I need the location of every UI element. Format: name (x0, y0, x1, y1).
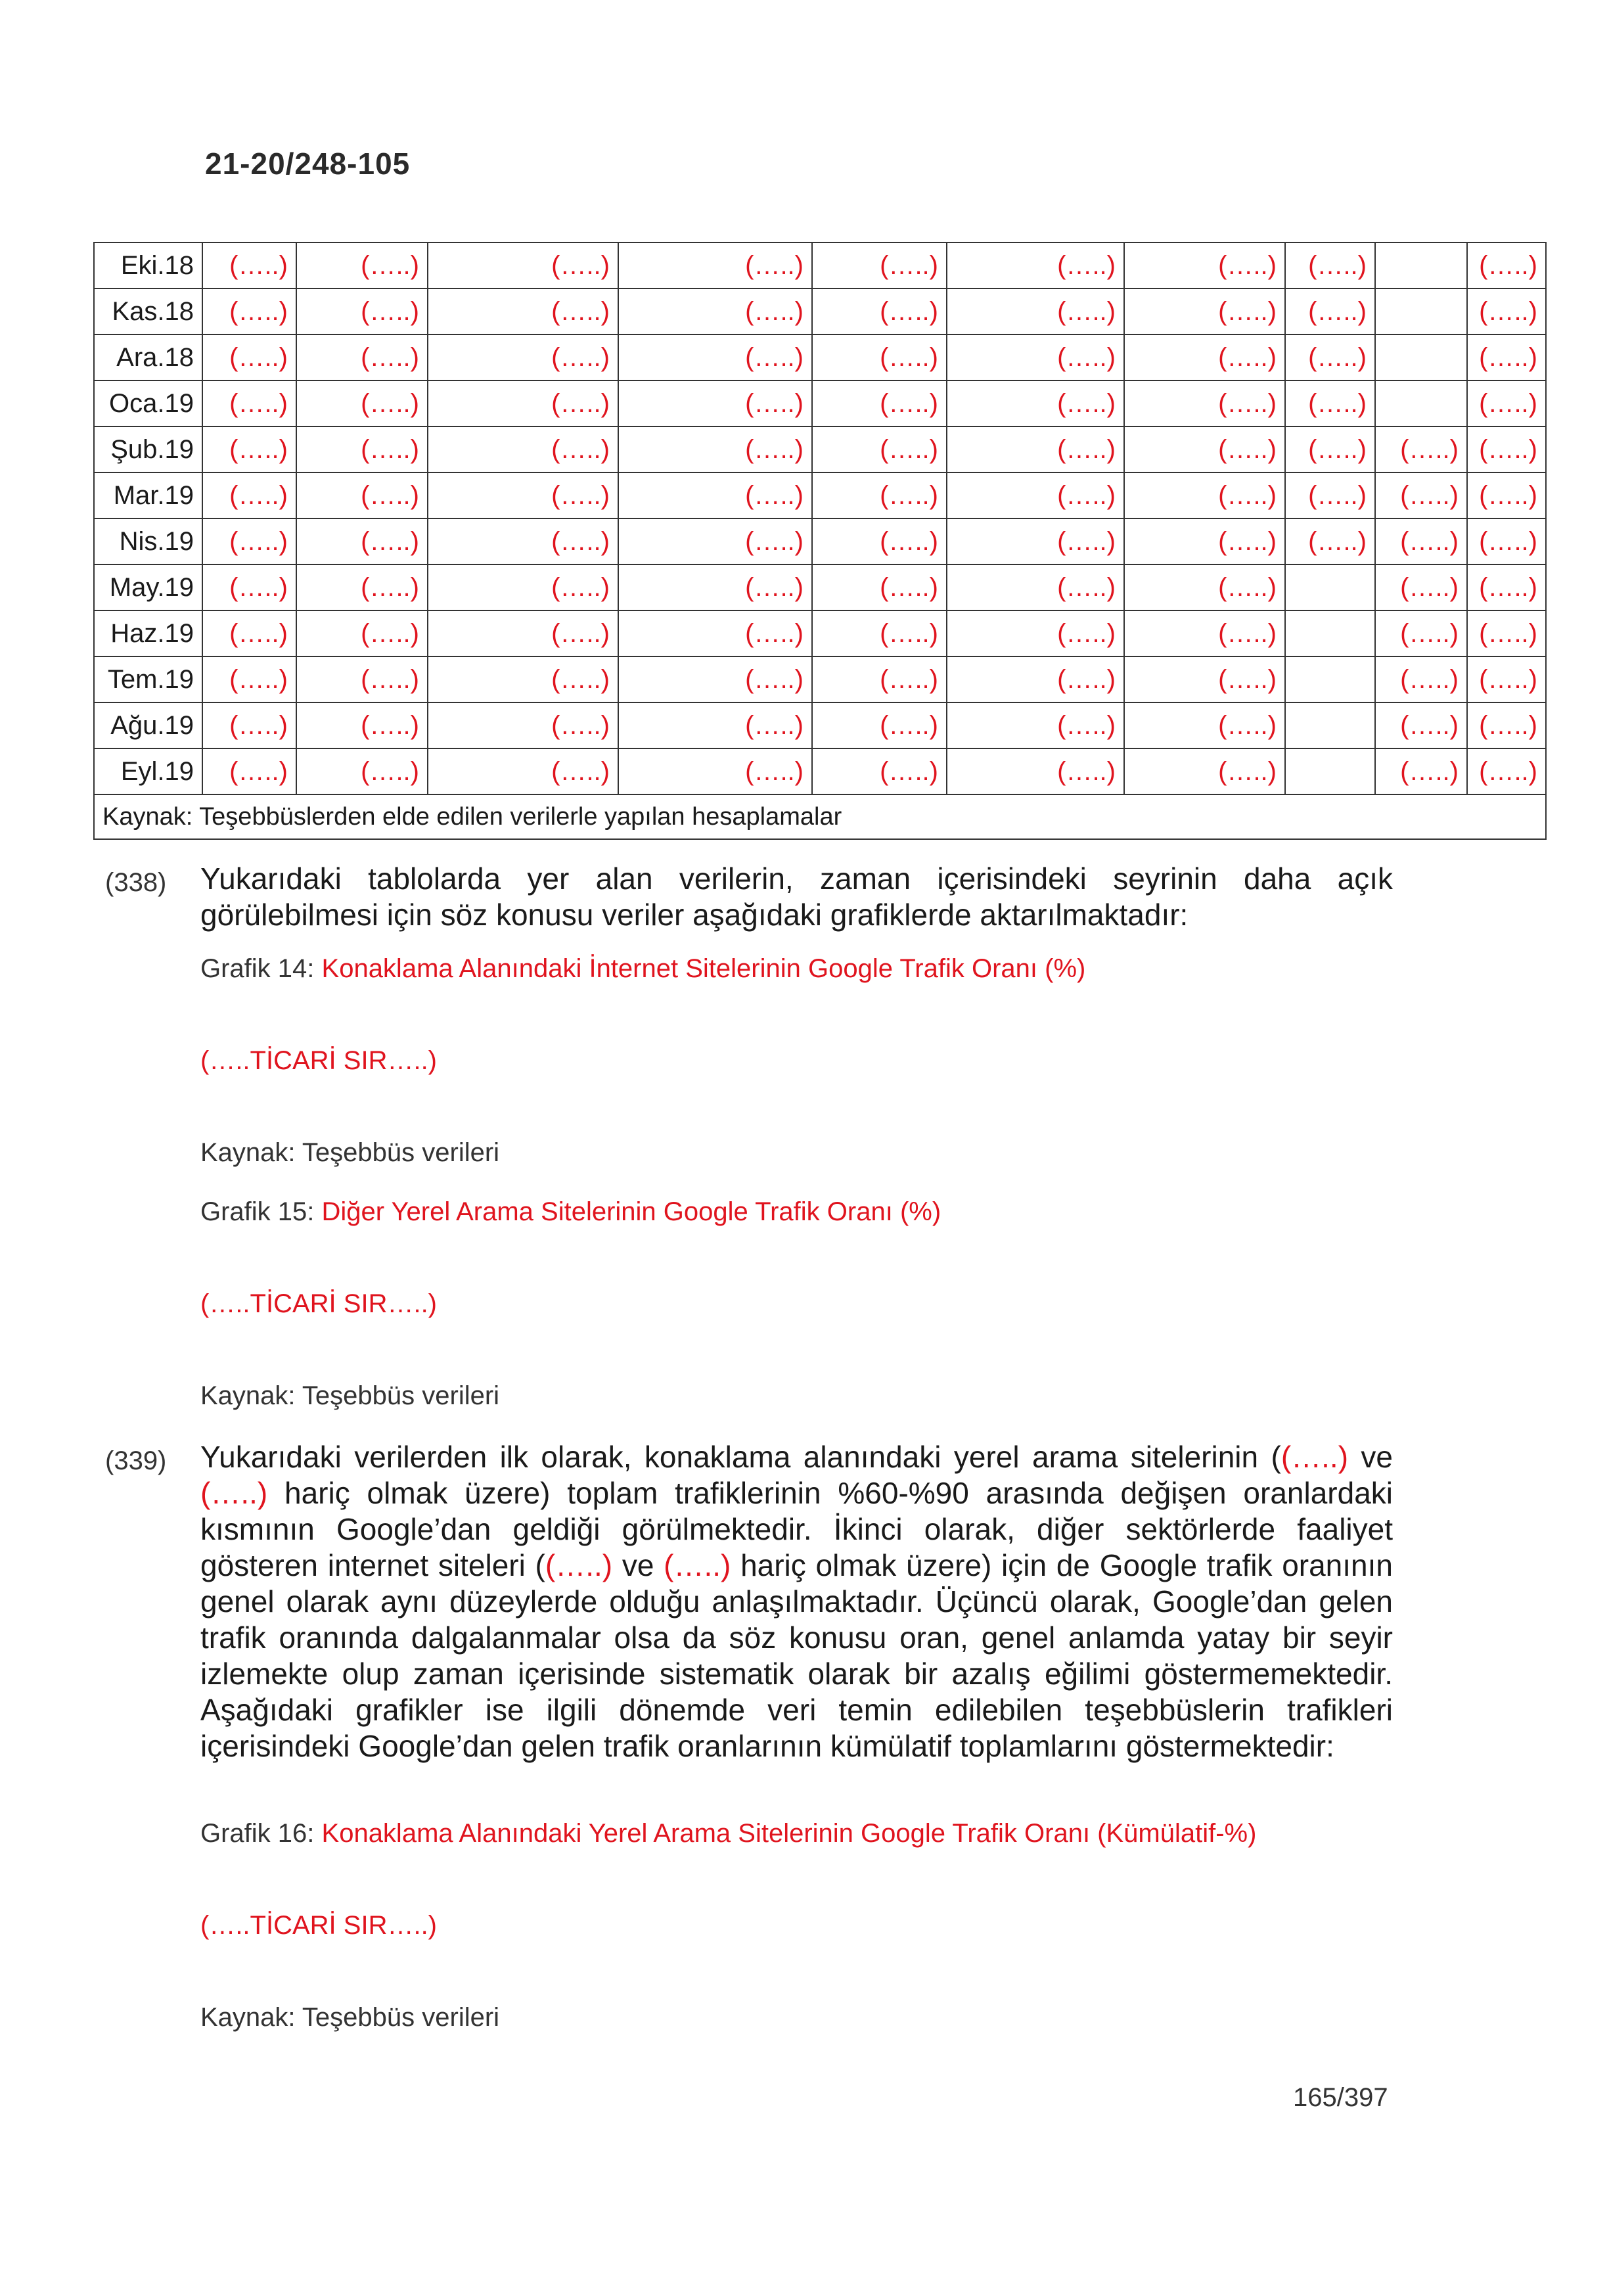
value-cell: (…..) (428, 610, 618, 656)
value-cell: (…..) (1375, 564, 1467, 610)
paragraph-339 (105, 1439, 1393, 1764)
table-row (94, 426, 1546, 472)
value-cell: (…..) (947, 242, 1124, 288)
value-cell: (…..) (1467, 426, 1546, 472)
value-cell: (…..) (618, 610, 812, 656)
value-cell: (…..) (428, 702, 618, 748)
value-cell: (…..) (1285, 426, 1375, 472)
table-row (94, 748, 1546, 794)
value-cell: (…..) (1124, 748, 1285, 794)
value-cell: (…..) (296, 334, 428, 380)
value-cell: (…..) (202, 610, 296, 656)
value-cell: (…..) (1467, 748, 1546, 794)
chart-14-source: Kaynak: Teşebbüs verileri (200, 1138, 500, 1167)
value-cell (1285, 656, 1375, 702)
value-cell: (…..) (296, 564, 428, 610)
value-cell: (…..) (947, 380, 1124, 426)
value-cell: (…..) (618, 288, 812, 334)
value-cell: (…..) (202, 242, 296, 288)
value-cell: (…..) (428, 656, 618, 702)
text-segment: hariç olmak üzere) toplam trafiklerinin %60-%90 arasında değişen oranlardaki kısmının Google’dan geldiği görülmektedir. İkinci olarak, diğer sektörlerde faaliyet gösteren internet siteleri ( (200, 1476, 1393, 1582)
value-cell: (…..) (947, 656, 1124, 702)
value-cell: (…..) (428, 380, 618, 426)
value-cell: (…..) (947, 748, 1124, 794)
value-cell: (…..) (296, 380, 428, 426)
paragraph-text: Yukarıdaki tablolarda yer alan verilerin, zaman içerisindeki seyrinin daha açık görülebilmesi için söz konusu veriler aşağıdaki grafiklerde aktarılmaktadır: (200, 861, 1393, 932)
month-cell: Tem.19 (94, 656, 202, 702)
value-cell: (…..) (618, 472, 812, 518)
month-cell: Şub.19 (94, 426, 202, 472)
value-cell: (…..) (618, 518, 812, 564)
value-cell: (…..) (202, 426, 296, 472)
month-cell: Nis.19 (94, 518, 202, 564)
chart-16-redacted: (…..TİCARİ SIR…..) (200, 1911, 437, 1940)
value-cell: (…..) (202, 748, 296, 794)
chart-label: Grafik 14: (200, 954, 322, 983)
value-cell: (…..) (202, 564, 296, 610)
value-cell: (…..) (947, 564, 1124, 610)
value-cell: (…..) (812, 748, 947, 794)
value-cell: (…..) (1124, 518, 1285, 564)
value-cell: (…..) (1467, 472, 1546, 518)
value-cell: (…..) (1124, 380, 1285, 426)
value-cell: (…..) (296, 472, 428, 518)
table-row (94, 610, 1546, 656)
value-cell: (…..) (812, 334, 947, 380)
table-row (94, 564, 1546, 610)
value-cell: (…..) (428, 242, 618, 288)
value-cell (1375, 242, 1467, 288)
value-cell: (…..) (296, 702, 428, 748)
value-cell: (…..) (428, 472, 618, 518)
value-cell: (…..) (1285, 380, 1375, 426)
paragraph-338 (105, 861, 1393, 933)
chart-label: Grafik 15: (200, 1197, 322, 1226)
value-cell: (…..) (812, 702, 947, 748)
value-cell (1285, 564, 1375, 610)
value-cell: (…..) (202, 518, 296, 564)
redacted-value: (…..) (1280, 1440, 1349, 1474)
value-cell (1285, 702, 1375, 748)
value-cell: (…..) (296, 288, 428, 334)
table-row (94, 518, 1546, 564)
text-segment: hariç olmak üzere) için de Google trafik oranının genel olarak aynı düzeylerde olduğu anlaşılmaktadır. Üçüncü olarak, Google’dan gelen trafik oranında dalgalanmalar olsa da söz konusu oran, genel anlamda yatay bir seyir izlemekte olup zaman içerisinde sistematik olarak bir azalış eğilimi göstermemektedir. Aşağıdaki grafikler ise ilgili dönemde veri temin edilebilen teşebbüslerin trafikleri içerisindeki Google’dan gelen trafik oranlarının kümülatif toplamlarını göstermektedir: (200, 1548, 1393, 1763)
value-cell: (…..) (1375, 702, 1467, 748)
value-cell: (…..) (296, 748, 428, 794)
table-row (94, 380, 1546, 426)
value-cell: (…..) (428, 334, 618, 380)
chart-14-redacted: (…..TİCARİ SIR…..) (200, 1046, 437, 1075)
value-cell: (…..) (1467, 288, 1546, 334)
value-cell: (…..) (1124, 656, 1285, 702)
value-cell: (…..) (1124, 472, 1285, 518)
chart-title: Konaklama Alanındaki İnternet Sitelerinin Google Trafik Oranı (%) (321, 954, 1086, 983)
value-cell: (…..) (296, 242, 428, 288)
value-cell: (…..) (812, 564, 947, 610)
value-cell: (…..) (202, 380, 296, 426)
value-cell: (…..) (1375, 426, 1467, 472)
value-cell: (…..) (812, 518, 947, 564)
document-id: 21-20/248-105 (205, 147, 411, 181)
chart-15-caption (200, 1197, 941, 1227)
value-cell: (…..) (1467, 518, 1546, 564)
text-segment: Yukarıdaki verilerden ilk olarak, konaklama alanındaki yerel arama sitelerinin ( (200, 1440, 1281, 1474)
value-cell: (…..) (618, 426, 812, 472)
value-cell: (…..) (1375, 472, 1467, 518)
value-cell: (…..) (428, 518, 618, 564)
value-cell: (…..) (296, 518, 428, 564)
value-cell: (…..) (812, 610, 947, 656)
data-table (93, 242, 1547, 840)
text-segment: ve (1348, 1440, 1394, 1474)
value-cell: (…..) (1467, 242, 1546, 288)
value-cell: (…..) (618, 242, 812, 288)
chart-14-caption (200, 954, 1085, 984)
value-cell: (…..) (1124, 610, 1285, 656)
value-cell: (…..) (1375, 656, 1467, 702)
value-cell: (…..) (428, 564, 618, 610)
month-cell: Haz.19 (94, 610, 202, 656)
chart-16-source: Kaynak: Teşebbüs verileri (200, 2003, 500, 2032)
value-cell: (…..) (947, 288, 1124, 334)
value-cell: (…..) (812, 242, 947, 288)
month-cell: Ara.18 (94, 334, 202, 380)
value-cell: (…..) (202, 288, 296, 334)
value-cell: (…..) (947, 610, 1124, 656)
value-cell: (…..) (1467, 656, 1546, 702)
value-cell: (…..) (812, 656, 947, 702)
redacted-value: (…..) (545, 1548, 613, 1582)
paragraph-text (200, 1439, 1393, 1764)
month-cell: May.19 (94, 564, 202, 610)
table-row (94, 242, 1546, 288)
value-cell: (…..) (1375, 748, 1467, 794)
value-cell: (…..) (618, 656, 812, 702)
value-cell: (…..) (618, 334, 812, 380)
redacted-value: (…..) (200, 1476, 268, 1510)
month-cell: Eki.18 (94, 242, 202, 288)
table-row (94, 472, 1546, 518)
value-cell: (…..) (1285, 288, 1375, 334)
value-cell: (…..) (428, 426, 618, 472)
month-cell: Oca.19 (94, 380, 202, 426)
text-segment: ve (612, 1548, 664, 1582)
value-cell: (…..) (202, 334, 296, 380)
value-cell: (…..) (202, 656, 296, 702)
value-cell: (…..) (618, 564, 812, 610)
value-cell: (…..) (296, 426, 428, 472)
value-cell (1285, 748, 1375, 794)
chart-title: Diğer Yerel Arama Sitelerinin Google Trafik Oranı (%) (321, 1197, 941, 1226)
value-cell: (…..) (1285, 518, 1375, 564)
value-cell: (…..) (1467, 334, 1546, 380)
value-cell: (…..) (1124, 702, 1285, 748)
value-cell: (…..) (812, 472, 947, 518)
value-cell: (…..) (202, 472, 296, 518)
value-cell: (…..) (1467, 702, 1546, 748)
value-cell: (…..) (1375, 610, 1467, 656)
month-cell: Mar.19 (94, 472, 202, 518)
chart-16-caption (200, 1819, 1256, 1848)
value-cell: (…..) (812, 288, 947, 334)
value-cell: (…..) (1124, 334, 1285, 380)
value-cell: (…..) (1467, 380, 1546, 426)
value-cell: (…..) (428, 288, 618, 334)
value-cell: (…..) (296, 610, 428, 656)
table-row (94, 702, 1546, 748)
table-row (94, 334, 1546, 380)
value-cell: (…..) (1124, 564, 1285, 610)
chart-15-source: Kaynak: Teşebbüs verileri (200, 1381, 500, 1410)
value-cell: (…..) (202, 702, 296, 748)
value-cell: (…..) (1285, 472, 1375, 518)
value-cell (1285, 610, 1375, 656)
value-cell: (…..) (812, 380, 947, 426)
paragraph-number: (338) (105, 868, 167, 897)
chart-label: Grafik 16: (200, 1819, 322, 1848)
month-cell: Eyl.19 (94, 748, 202, 794)
value-cell (1375, 380, 1467, 426)
value-cell: (…..) (1124, 288, 1285, 334)
value-cell: (…..) (947, 334, 1124, 380)
redacted-value: (…..) (664, 1548, 731, 1582)
month-cell: Ağu.19 (94, 702, 202, 748)
value-cell: (…..) (618, 380, 812, 426)
chart-title: Konaklama Alanındaki Yerel Arama Sitelerinin Google Trafik Oranı (Kümülatif-%) (321, 1819, 1257, 1848)
value-cell: (…..) (1285, 334, 1375, 380)
value-cell (1375, 334, 1467, 380)
value-cell: (…..) (947, 472, 1124, 518)
value-cell: (…..) (1375, 518, 1467, 564)
value-cell: (…..) (618, 702, 812, 748)
page-number: 165/397 (1293, 2083, 1388, 2112)
paragraph-number: (339) (105, 1446, 167, 1475)
value-cell: (…..) (1285, 242, 1375, 288)
value-cell: (…..) (1124, 242, 1285, 288)
chart-15-redacted: (…..TİCARİ SIR…..) (200, 1289, 437, 1318)
value-cell: (…..) (618, 748, 812, 794)
value-cell: (…..) (947, 702, 1124, 748)
value-cell: (…..) (812, 426, 947, 472)
month-cell: Kas.18 (94, 288, 202, 334)
table-source-note: Kaynak: Teşebbüslerden elde edilen verilerle yapılan hesaplamalar (94, 794, 1546, 839)
value-cell: (…..) (1467, 610, 1546, 656)
value-cell: (…..) (1124, 426, 1285, 472)
value-cell: (…..) (947, 518, 1124, 564)
value-cell: (…..) (1467, 564, 1546, 610)
value-cell: (…..) (947, 426, 1124, 472)
table-row (94, 288, 1546, 334)
value-cell (1375, 288, 1467, 334)
table-row (94, 656, 1546, 702)
value-cell: (…..) (428, 748, 618, 794)
value-cell: (…..) (296, 656, 428, 702)
